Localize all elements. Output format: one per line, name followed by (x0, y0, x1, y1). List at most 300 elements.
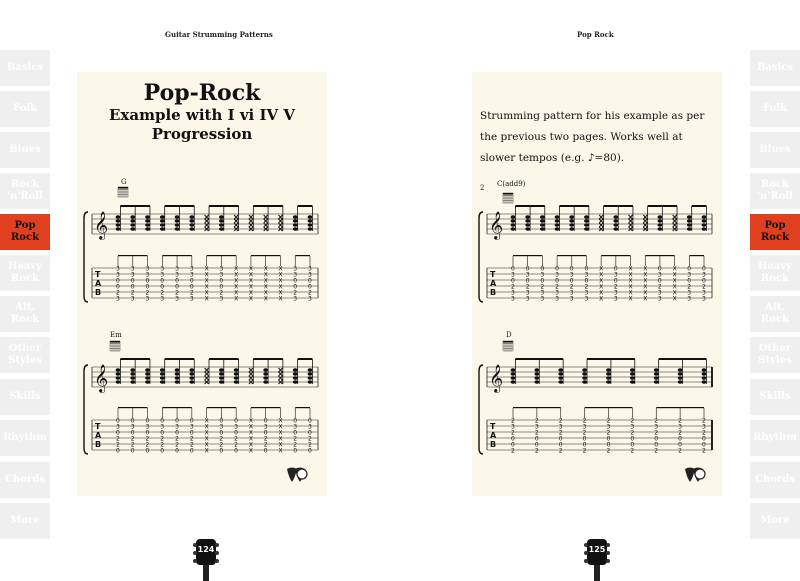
tab-digit: 3 (678, 423, 682, 431)
tab-digit: 0 (145, 417, 150, 425)
tab-digit: 2 (630, 417, 635, 425)
tab-digit: 2 (145, 441, 150, 449)
tab-digit: 2 (130, 289, 135, 297)
note-head (189, 372, 194, 376)
tab-digit: 0 (613, 277, 618, 285)
tab-digit: 2 (175, 441, 179, 449)
tab-digit: 3 (219, 271, 224, 279)
note-head (175, 368, 180, 372)
muted-note (264, 215, 268, 219)
tab-digit: 0 (175, 447, 179, 455)
beam (298, 358, 313, 360)
tab-digit: 0 (540, 265, 545, 273)
tab-digit: X (628, 283, 633, 291)
tab-digit: 3 (293, 423, 298, 431)
note-head (702, 219, 707, 223)
note-head (654, 380, 659, 384)
note-head (540, 227, 545, 231)
tab-digit: 3 (219, 423, 224, 431)
tab-digit: X (263, 283, 268, 291)
tab-digit: 2 (293, 435, 298, 443)
tab-digit: 0 (263, 447, 268, 455)
tab-digit: 3 (582, 423, 587, 431)
note-head (116, 380, 121, 384)
tab-digit: X (263, 289, 268, 297)
page-number: 124 (197, 545, 215, 554)
tab-digit: 0 (189, 417, 194, 425)
tab-digit: 3 (293, 265, 298, 273)
tab-digit: 0 (160, 283, 165, 291)
tab-digit: 3 (569, 271, 574, 279)
note-head (308, 215, 313, 219)
tab-digit: X (248, 417, 254, 425)
note-head (525, 223, 530, 227)
tab-digit: 3 (145, 265, 150, 273)
tab-digit: X (672, 283, 677, 291)
tab-digit: 0 (293, 447, 298, 455)
tab-digit: 3 (534, 423, 539, 431)
tab-digit: 3 (308, 423, 312, 431)
tab-digit: 0 (234, 429, 238, 437)
tab-digit: X (643, 265, 648, 273)
note-head (130, 223, 135, 227)
chord-nut (503, 341, 513, 343)
tab-digit: 2 (654, 417, 659, 425)
tab-digit: 0 (657, 265, 662, 273)
tab-label: Skills (759, 391, 791, 402)
tab-letter: T (490, 270, 496, 279)
tab-digit: 0 (584, 277, 589, 285)
muted-note (205, 368, 209, 372)
note-head (116, 219, 121, 223)
tab-digit: X (234, 271, 239, 279)
note-head (687, 223, 692, 227)
tab-digit: 3 (687, 271, 692, 279)
tab-beam (513, 407, 561, 408)
tab-digit: 3 (189, 271, 194, 279)
tab-digit: X (248, 435, 254, 443)
note-head (540, 215, 545, 219)
tab-digit: 0 (308, 429, 312, 437)
tab-label: Skills (9, 391, 41, 402)
tab-digit: 3 (160, 295, 165, 303)
tab-digit: 3 (160, 265, 165, 273)
tab-digit: 3 (219, 265, 224, 273)
tab-digit: X (248, 265, 254, 273)
note-head (630, 372, 635, 376)
beam (165, 205, 195, 207)
note-head (555, 227, 560, 231)
note-head (658, 223, 663, 227)
tab-digit: X (234, 289, 239, 297)
muted-note (205, 215, 209, 219)
tab-digit: X (204, 271, 209, 279)
note-head (569, 223, 574, 227)
tab-digit: 2 (219, 289, 224, 297)
tab-digit: 3 (525, 271, 530, 279)
muted-note (234, 223, 238, 227)
note-head (145, 372, 150, 376)
tab-digit: 3 (189, 295, 194, 303)
note-head (219, 376, 224, 380)
note-head (511, 372, 516, 376)
tab-label: Heavy Rock (8, 261, 42, 284)
tab-digit: 3 (145, 271, 150, 279)
note-head (582, 380, 587, 384)
note-head (116, 376, 121, 380)
tab-digit: X (263, 295, 268, 303)
tab-digit: X (278, 283, 283, 291)
guitar-headstock-icon (192, 533, 220, 581)
tab-digit: X (643, 283, 648, 291)
tab-digit: X (204, 435, 209, 443)
tab-digit: X (204, 283, 209, 291)
tab-digit: 0 (145, 447, 150, 455)
note-head (606, 368, 611, 372)
note-head (160, 219, 165, 223)
tab-digit: 0 (534, 435, 539, 443)
tab-digit: 0 (511, 435, 515, 443)
tab-digit: 0 (582, 435, 587, 443)
tab-digit: 0 (116, 417, 120, 425)
tab-beam (207, 255, 237, 256)
tab-digit: 3 (511, 271, 515, 279)
note-head (525, 215, 530, 219)
tab-digit: 2 (293, 441, 298, 449)
muted-note (205, 372, 209, 376)
tab-digit: X (248, 283, 254, 291)
chord-nut (503, 193, 513, 195)
muted-note (599, 219, 603, 223)
tab-digit: 0 (189, 447, 194, 455)
tab-digit: 2 (116, 289, 120, 297)
tab-digit: 3 (308, 295, 312, 303)
system-bracket (479, 365, 483, 454)
tab-digit: 3 (569, 295, 574, 303)
beam (559, 205, 588, 207)
note-head (702, 376, 707, 380)
tab-beam (118, 407, 148, 408)
tab-letter: A (490, 279, 497, 288)
tab-digit: 0 (511, 277, 515, 285)
tab-digit: 2 (511, 429, 515, 437)
note-head (293, 215, 298, 219)
tab-digit: 2 (525, 283, 530, 291)
tab-digit: 0 (145, 277, 150, 285)
note-head (293, 227, 298, 231)
tab-digit: 0 (308, 447, 312, 455)
tab-digit: 0 (293, 417, 298, 425)
muted-note (249, 368, 253, 372)
tab-digit: 0 (584, 265, 589, 273)
tab-digit: 2 (308, 441, 312, 449)
tab-digit: 3 (293, 271, 298, 279)
note-head (308, 380, 313, 384)
tab-digit: X (643, 295, 648, 303)
tab-digit: X (278, 423, 283, 431)
tab-label: Other Styles (758, 343, 792, 366)
tab-digit: 2 (130, 441, 135, 449)
tab-digit: X (204, 265, 209, 273)
tab-digit: 0 (293, 429, 298, 437)
tab-digit: 2 (654, 447, 659, 455)
tab-label: Blues (9, 144, 41, 155)
tab-digit: 3 (555, 289, 559, 297)
tab-digit: 3 (654, 423, 659, 431)
tab-digit: 0 (219, 417, 224, 425)
guitar-headstock-icon (583, 533, 611, 581)
tab-digit: 2 (558, 429, 563, 437)
page-number: 125 (588, 545, 606, 554)
note-head (606, 376, 611, 380)
tab-digit: 0 (654, 441, 659, 449)
note-head (219, 368, 224, 372)
tab-digit: 3 (175, 295, 179, 303)
tab-digit: X (278, 447, 283, 455)
tab-digit: 3 (116, 295, 120, 303)
tab-label: Basics (6, 62, 44, 73)
tab-digit: X (248, 429, 254, 437)
note-head (613, 227, 618, 231)
note-head (654, 372, 659, 376)
tab-letter: A (95, 431, 102, 440)
tab-beam (656, 407, 704, 408)
note-head (293, 219, 298, 223)
tab-digit: 3 (263, 423, 268, 431)
treble-clef-icon: 𝄞 (489, 364, 504, 392)
tab-digit: 0 (606, 441, 611, 449)
tab-digit: 3 (175, 423, 179, 431)
tab-digit: X (628, 277, 633, 285)
tab-label: Alt. Rock (761, 302, 789, 325)
note-head (234, 380, 239, 384)
note-head (558, 368, 563, 372)
note-head (702, 368, 707, 372)
tab-letter: B (95, 288, 102, 297)
note-head (145, 215, 150, 219)
note-head (613, 215, 618, 219)
note-head (130, 368, 135, 372)
tab-digit: 0 (525, 265, 530, 273)
tab-digit: 3 (702, 289, 706, 297)
tab-digit: 3 (657, 271, 662, 279)
tab-digit: 0 (702, 265, 706, 273)
tab-digit: X (263, 277, 268, 285)
beam (298, 205, 313, 207)
left-running-header: Guitar Strumming Patterns (165, 30, 273, 39)
tab-letter: B (490, 440, 497, 449)
note-head (569, 215, 574, 219)
tab-digit: X (234, 283, 239, 291)
muted-note (278, 372, 282, 376)
tab-letter: B (490, 288, 497, 297)
pattern-description: Strumming pattern for his example as per the previous two pages. Works well at slower tempos (e.g. ♪=80). (480, 110, 705, 164)
tab-beam (251, 255, 281, 256)
tab-beam (557, 255, 586, 256)
note-head (116, 372, 121, 376)
page-number-badge-left (192, 533, 220, 581)
tab-digit: 3 (160, 271, 165, 279)
tab-digit: 2 (678, 417, 682, 425)
tab-digit: 0 (308, 277, 312, 285)
tab-digit: 2 (160, 435, 165, 443)
note-head (658, 219, 663, 223)
tab-digit: 0 (219, 283, 224, 291)
muted-note (643, 219, 647, 223)
note-head (658, 227, 663, 231)
measure-number: 2 (480, 184, 485, 192)
note-head (702, 380, 707, 384)
tab-digit: 2 (555, 283, 559, 291)
tab-digit: 2 (702, 283, 706, 291)
note-head (534, 368, 539, 372)
tab-digit: 0 (189, 277, 194, 285)
note-head (175, 227, 180, 231)
tab-beam (118, 255, 148, 256)
tab-digit: X (204, 423, 209, 431)
tab-digit: 3 (116, 423, 120, 431)
tab-digit: 3 (630, 423, 635, 431)
tab-label: Other Styles (8, 343, 42, 366)
tab-digit: 3 (189, 423, 194, 431)
muted-note (234, 219, 238, 223)
page-subtitle-line2: Progression (151, 125, 253, 143)
note-head (219, 380, 224, 384)
tab-digit: 2 (175, 435, 179, 443)
tab-digit: 2 (511, 283, 515, 291)
note-head (630, 376, 635, 380)
tab-digit: X (248, 271, 254, 279)
tab-digit: 2 (558, 417, 563, 425)
tab-digit: 2 (657, 283, 662, 291)
tab-digit: 0 (555, 265, 559, 273)
beam (692, 205, 707, 207)
note-head (678, 376, 683, 380)
note-head (606, 372, 611, 376)
tab-beam (162, 255, 192, 256)
tab-digit: 2 (582, 429, 587, 437)
tab-digit: 0 (534, 441, 539, 449)
tab-digit: 0 (558, 435, 563, 443)
tab-digit: 0 (219, 277, 224, 285)
tab-digit: 0 (702, 441, 706, 449)
tab-digit: 2 (678, 447, 682, 455)
note-head (116, 223, 121, 227)
tab-digit: X (278, 435, 283, 443)
beam (209, 205, 239, 207)
page-number-badge-right (583, 533, 611, 581)
tab-digit: 3 (558, 423, 563, 431)
tab-digit: 0 (175, 277, 179, 285)
note-head (511, 223, 516, 227)
tab-label: Folk (763, 103, 787, 114)
tab-digit: 0 (657, 277, 662, 285)
note-head (308, 223, 313, 227)
tab-digit: X (248, 441, 254, 449)
tab-digit: X (628, 271, 633, 279)
tab-digit: 0 (630, 435, 635, 443)
tab-digit: X (234, 277, 239, 285)
treble-clef-icon: 𝄞 (94, 364, 109, 392)
note-head (654, 368, 659, 372)
tab-digit: 2 (606, 447, 611, 455)
tab-beam (251, 407, 281, 408)
tab-digit: X (599, 289, 604, 297)
note-head (293, 223, 298, 227)
note-head (555, 219, 560, 223)
tab-digit: 2 (189, 289, 194, 297)
note-head (263, 368, 268, 372)
chord-name-g: G (121, 178, 127, 186)
guitar-pick-logo-icon (285, 466, 309, 484)
tab-digit: 2 (189, 441, 194, 449)
muted-note (643, 223, 647, 227)
tab-digit: 2 (630, 447, 635, 455)
beam (253, 205, 283, 207)
note-head (511, 380, 516, 384)
tab-label: Heavy Rock (758, 261, 792, 284)
tab-digit: 3 (189, 265, 194, 273)
tab-beam (295, 407, 310, 408)
tab-digit: X (628, 289, 633, 297)
tab-digit: 2 (702, 429, 706, 437)
tab-digit: X (204, 289, 209, 297)
tab-digit: 2 (687, 283, 692, 291)
tab-digit: 2 (116, 441, 120, 449)
tab-digit: 3 (511, 295, 515, 303)
note-head (525, 219, 530, 223)
note-head (145, 227, 150, 231)
note-head (145, 219, 150, 223)
tab-digit: 0 (234, 417, 238, 425)
note-head (175, 219, 180, 223)
tab-digit: 0 (308, 283, 312, 291)
tab-digit: 3 (130, 271, 135, 279)
tab-digit: X (672, 265, 677, 273)
note-head (293, 368, 298, 372)
right-running-header: Pop Rock (577, 30, 614, 39)
beam (659, 358, 707, 360)
tab-digit: X (599, 295, 604, 303)
tab-digit: 0 (308, 417, 312, 425)
tab-digit: 2 (630, 429, 635, 437)
tab-digit: X (278, 277, 283, 285)
muted-note (673, 219, 677, 223)
note-head (175, 380, 180, 384)
beam (165, 358, 195, 360)
tab-digit: X (204, 295, 209, 303)
guitar-pick-logo-icon (683, 466, 707, 484)
tab-label: More (760, 515, 790, 526)
note-head (219, 223, 224, 227)
note-head (613, 223, 618, 227)
tab-digit: 2 (234, 435, 238, 443)
tab-digit: 0 (569, 277, 574, 285)
tab-digit: 0 (630, 441, 635, 449)
tab-digit: 2 (702, 417, 706, 425)
note-head (540, 223, 545, 227)
muted-note (673, 215, 677, 219)
tab-digit: 0 (654, 435, 659, 443)
note-head (584, 215, 589, 219)
tab-digit: 2 (511, 417, 515, 425)
tab-digit: 0 (613, 265, 618, 273)
tab-digit: X (672, 289, 677, 297)
page-subtitle-line1: Example with I vi IV V (109, 106, 295, 124)
tab-label: Pop Rock (761, 220, 789, 243)
note-head (582, 368, 587, 372)
tab-letter: B (95, 440, 102, 449)
